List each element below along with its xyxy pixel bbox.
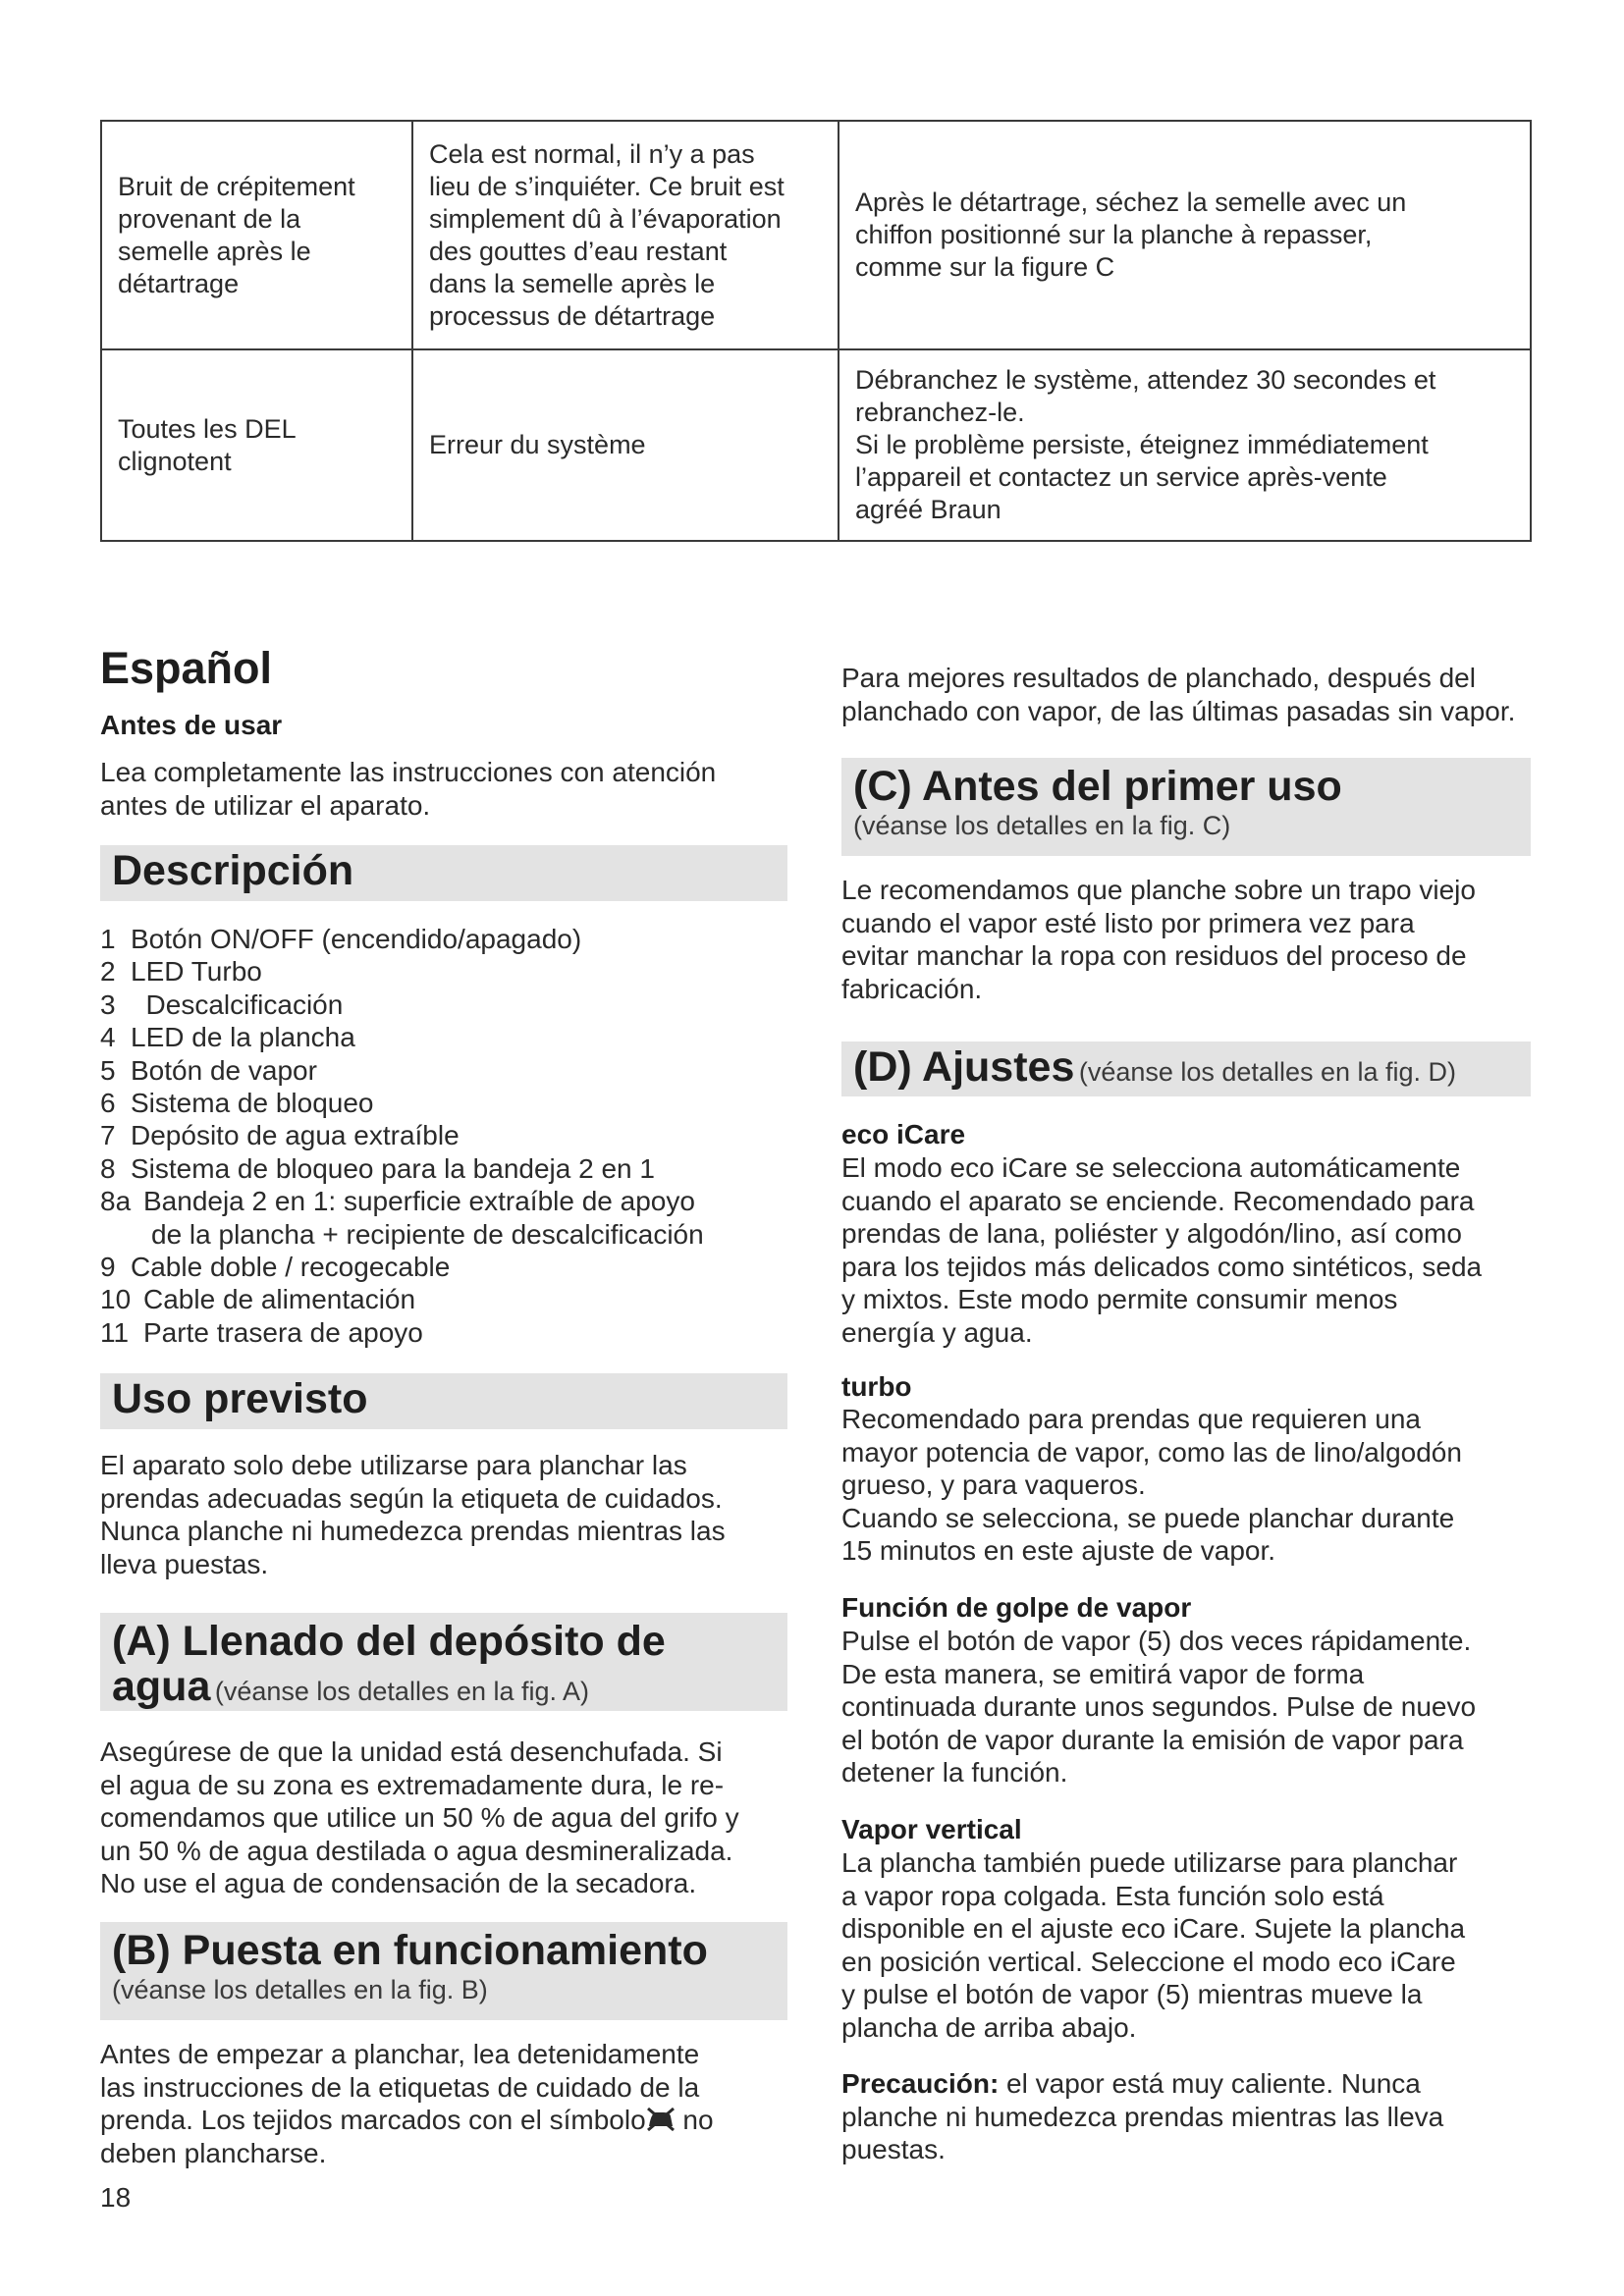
- list-item: 7 Depósito de agua extraíble: [100, 1120, 460, 1151]
- description-heading: Descripción: [112, 847, 354, 894]
- vertical-steam-text: La plancha también puede utilizarse para planchar a vapor ropa colgada. Esta función solo está disponible en el ajuste eco iCare. Sujete la plancha en posición vertical. Seleccione el modo eco iCare y pulse el botón de vapor (5) mientras mueve la plancha de arriba abajo.: [841, 1847, 1466, 2043]
- section-c-heading: (C) Antes del primer uso: [853, 763, 1342, 810]
- cause-cell: Cela est normal, il n’y a pas lieu de s’inquiéter. Ce bruit est simplement dû à l’évaporation des gouttes d’eau restant dans la semelle après le processus de détartrage: [412, 121, 839, 349]
- steam-burst-text: Pulse el botón de vapor (5) dos veces rápidamente. De esta manera, se emitirá vapor de forma continuada durante unos segundos. Pulse de nuevo el botón de vapor durante la emisión de vapor para detener la función.: [841, 1626, 1477, 1788]
- problem-cell: Bruit de crépitement provenant de la semelle après le détartrage: [101, 121, 412, 349]
- list-item: 8a Bandeja 2 en 1: superficie extraíble de apoyo: [100, 1186, 695, 1217]
- list-item: de la plancha + recipiente de descalcificación: [151, 1218, 704, 1250]
- table-row: [101, 121, 1531, 349]
- section-c-heading-bar: [841, 758, 1531, 856]
- no-ironing-symbol-icon: [646, 2105, 676, 2132]
- turbo-heading: turbo: [841, 1371, 912, 1402]
- list-item: 2 LED Turbo: [100, 956, 262, 988]
- before-use-text: Lea completamente las instrucciones con atención antes de utilizar el aparato.: [100, 757, 717, 821]
- caution-text: Precaución: el vapor está muy caliente. Nunca planche ni humedezca prendas mientras las lleva puestas.: [841, 2068, 1444, 2164]
- description-heading-bar: [100, 845, 787, 901]
- intended-use-heading: Uso previsto: [112, 1375, 368, 1422]
- remedy-cell: Débranchez le système, attendez 30 secondes et rebranchez-le. Si le problème persiste, éteignez immédiatement l’appareil et contactez un service après-vente agréé Braun: [839, 349, 1531, 541]
- list-item: 10 Cable de alimentación: [100, 1284, 416, 1315]
- section-b-note: (véanse los detalles en la fig. B): [112, 1975, 488, 2004]
- section-d-heading-bar: [841, 1041, 1531, 1096]
- section-d-heading: (D) Ajustes: [853, 1043, 1075, 1091]
- cause-cell: Erreur du système: [412, 349, 839, 541]
- list-item: 8 Sistema de bloqueo para la bandeja 2 en 1: [100, 1152, 655, 1184]
- section-b-heading-bar: [100, 1922, 787, 2020]
- eco-icare-text: El modo eco iCare se selecciona automáticamente cuando el aparato se enciende. Recomendado para prendas de lana, poliéster y algodón/lino, así como para los tejidos más delicados como sintéticos, seda y mixtos. Este modo permite consumir menos energía y agua.: [841, 1152, 1483, 1348]
- list-item: 3 Descalcificación: [100, 988, 344, 1020]
- eco-icare-heading: eco iCare: [841, 1119, 966, 1149]
- list-item: 4 LED de la plancha: [100, 1022, 355, 1053]
- turbo-text: Recomendado para prendas que requieren una mayor potencia de vapor, como las de lino/algodón grueso, y para vaqueros. Cuando se selecciona, se puede planchar durante 15 minutos en este ajuste de vapor.: [841, 1404, 1462, 1566]
- section-a-heading-cont: agua: [112, 1663, 211, 1710]
- table-row: [101, 349, 1531, 541]
- list-item: 11 Parte trasera de apoyo: [100, 1316, 423, 1348]
- parts-list: [100, 923, 704, 1349]
- steam-burst-heading: Función de golpe de vapor: [841, 1592, 1192, 1623]
- list-item: 6 Sistema de bloqueo: [100, 1088, 374, 1119]
- language-heading: Español: [100, 643, 273, 693]
- list-item: 9 Cable doble / recogecable: [100, 1252, 451, 1283]
- intro-text: Para mejores resultados de planchado, después del planchado con vapor, de las últimas pasadas sin vapor.: [841, 663, 1516, 726]
- page-number: 18: [100, 2182, 132, 2213]
- vertical-steam-heading: Vapor vertical: [841, 1814, 1022, 1844]
- intended-use-heading-bar: [100, 1373, 787, 1429]
- problem-cell: Toutes les DEL clignotent: [101, 349, 412, 541]
- section-b-heading: (B) Puesta en funcionamiento: [112, 1927, 708, 1974]
- list-item: 1 Botón ON/OFF (encendido/apagado): [100, 924, 582, 954]
- section-a-heading: (A) Llenado del depósito de: [112, 1618, 666, 1665]
- remedy-cell: Après le détartrage, séchez la semelle avec un chiffon positionné sur la planche à repasser, comme sur la figure C: [839, 121, 1531, 349]
- intended-use-text: El aparato solo debe utilizarse para planchar las prendas adecuadas según la etiqueta de cuidados. Nunca planche ni humedezca prendas mientras las lleva puestas.: [100, 1450, 726, 1579]
- section-c-note: (véanse los detalles en la fig. C): [853, 811, 1231, 840]
- section-b-text: Antes de empezar a planchar, lea detenidamente las instrucciones de la etiquetas de cuidado de la prenda. Los tejidos marcados con el símbolo no deben plancharse.: [100, 2039, 714, 2168]
- section-a-note: (véanse los detalles en la fig. A): [214, 1677, 590, 1706]
- section-a-text: Asegúrese de que la unidad está desenchufada. Si el agua de su zona es extremadamente dura, le re- comendamos que utilice un 50 % de agua del grifo y un 50 % de agua destilada o agua desmineralizada. No use el agua de condensación de la secadora.: [100, 1736, 739, 1898]
- caution-label: Precaución:: [841, 2068, 1000, 2099]
- troubleshooting-table: [100, 120, 1532, 542]
- section-a-heading-bar: [100, 1613, 787, 1711]
- list-item: 5 Botón de vapor: [100, 1054, 317, 1086]
- section-d-note: (véanse los detalles en la fig. D): [1078, 1057, 1457, 1087]
- before-use-heading: Antes de usar: [100, 710, 283, 740]
- section-c-text: Le recomendamos que planche sobre un trapo viejo cuando el vapor esté listo por primera vez para evitar manchar la ropa con residuos del proceso de fabricación.: [841, 875, 1476, 1004]
